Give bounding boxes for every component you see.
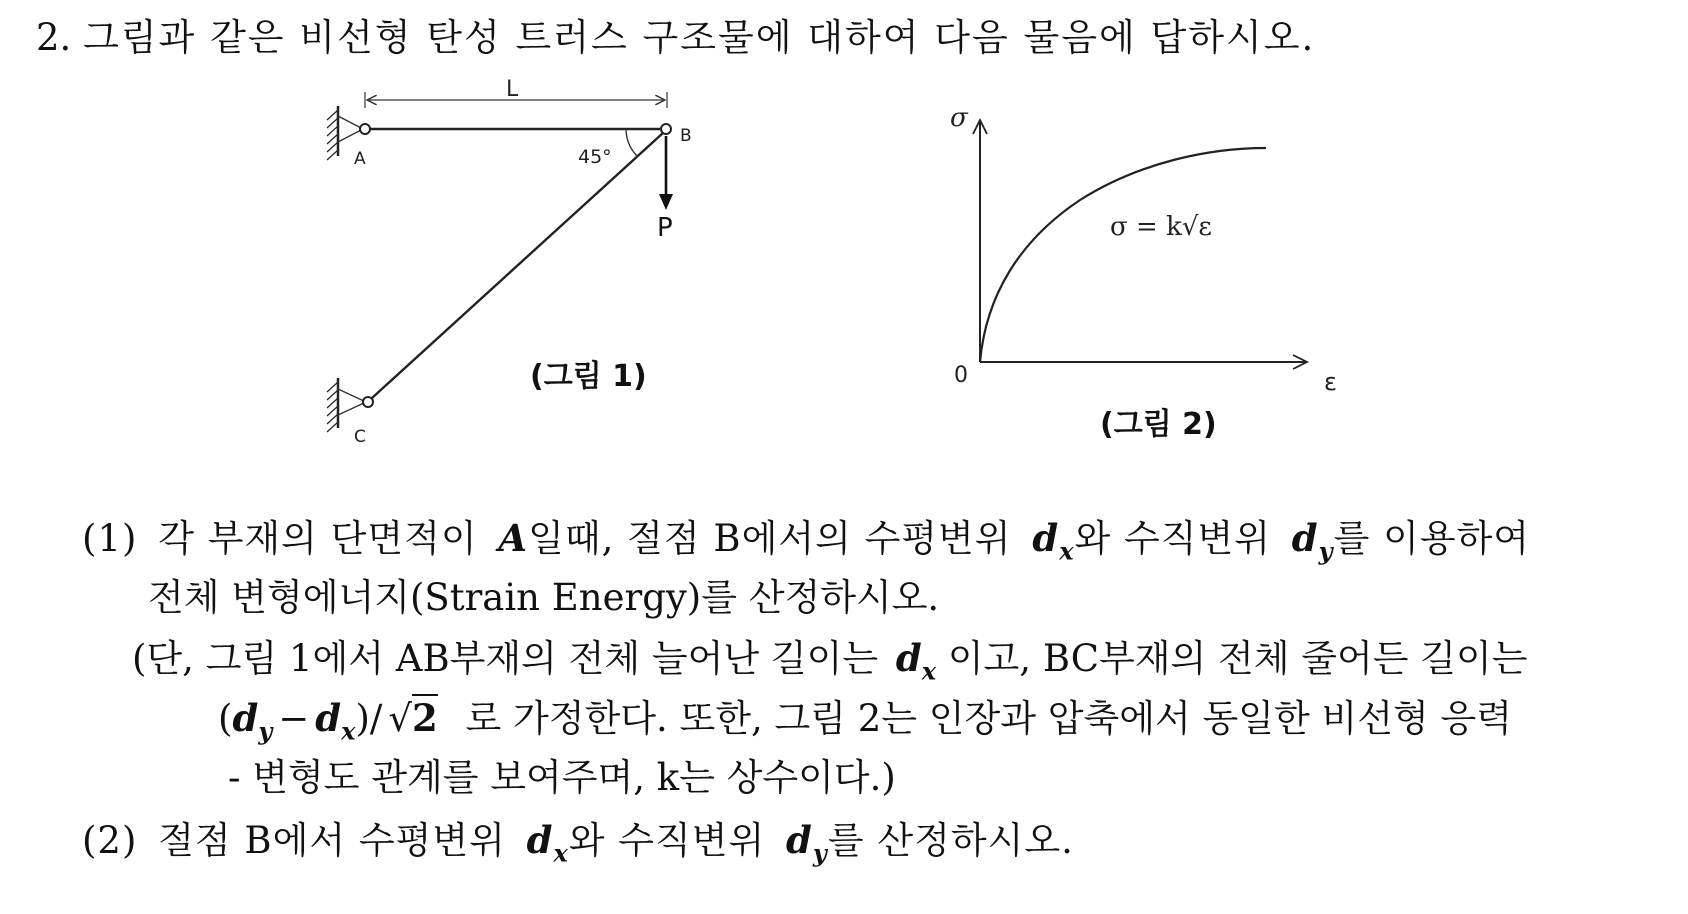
part-1-text-line2: 전체 변형에너지(Strain Energy)를 산정하시오. — [148, 576, 940, 619]
joint-b — [661, 124, 671, 134]
expr-dx-sub: x — [341, 716, 356, 746]
span-label: L — [506, 77, 519, 102]
part-1-note-line-1 — [132, 636, 1527, 693]
note-text-d: - 변형도 관계를 보여주며, k는 상수이다.) — [228, 756, 896, 799]
part-2-var-dy-sub: y — [812, 838, 828, 868]
part-2-var-dy: d — [786, 818, 813, 862]
origin-label: 0 — [954, 363, 968, 388]
node-c-label: C — [354, 427, 366, 447]
expr-close: )/ — [355, 697, 383, 740]
expr-dy-sub: y — [258, 716, 273, 746]
figure-1-truss — [318, 62, 738, 462]
note-text-c: 로 가정한다. 또한, 그림 2는 인장과 압축에서 동일한 비선형 응력 — [465, 697, 1512, 740]
var-dy-sub: y — [1318, 536, 1334, 566]
part-2-var-dx: d — [526, 818, 554, 862]
joint-a — [360, 124, 370, 134]
var-dx-sub: x — [1059, 536, 1075, 566]
angle-label: 45° — [578, 146, 612, 168]
part-2-number: (2) — [82, 819, 138, 862]
figure-2-stress-strain — [930, 90, 1360, 470]
expr-sqrt: √ — [388, 697, 412, 740]
pin-support-c — [327, 378, 366, 432]
part-1-note-line-3 — [228, 756, 896, 800]
part-1-text-a: 각 부재의 단면적이 — [158, 517, 478, 560]
part-1-number: (1) — [82, 517, 138, 560]
expr-two: 2 — [411, 696, 438, 740]
part-2-line — [82, 818, 1074, 875]
node-b-label: B — [680, 126, 692, 146]
part-2-var-dx-sub: x — [553, 838, 569, 868]
figure-2-caption: (그림 2) — [1100, 407, 1217, 442]
question-stem — [36, 16, 1315, 60]
note-var-dx: d — [895, 636, 922, 680]
question-number: 2. — [36, 16, 72, 59]
part-1-text-c: 와 수직변위 — [1074, 517, 1271, 560]
part-1-note-line-2 — [218, 696, 1512, 753]
expr-open: ( — [218, 697, 233, 740]
x-axis-label: ε — [1324, 368, 1337, 396]
part-2-text-b: 와 수직변위 — [568, 819, 766, 862]
part-2-text-a: 절점 B에서 수평변위 — [158, 819, 506, 862]
part-1-text-d: 를 이용하여 — [1333, 517, 1531, 560]
note-text-a: (단, 그림 1에서 AB부재의 전체 늘어난 길이는 — [132, 637, 879, 680]
note-var-dx-sub: x — [921, 656, 937, 686]
load-label: P — [657, 213, 673, 243]
stress-strain-curve — [980, 148, 1266, 362]
expr-minus: − — [278, 697, 310, 740]
curve-equation: σ = k√ε — [1110, 212, 1212, 242]
note-text-b: 이고, BC부재의 전체 줄어든 길이는 — [947, 637, 1528, 680]
part-2-text-c: 를 산정하시오. — [827, 819, 1074, 862]
var-dy: d — [1291, 516, 1319, 560]
y-axis-label: σ — [950, 103, 968, 133]
part-1-line-2 — [148, 576, 939, 620]
angle-arc — [626, 129, 638, 157]
figure-1-caption: (그림 1) — [530, 359, 647, 394]
expr-dx: d — [315, 696, 342, 740]
question-text: 그림과 같은 비선형 탄성 트러스 구조물에 대하여 다음 물음에 답하시오. — [83, 16, 1316, 59]
node-a-label: A — [354, 149, 366, 169]
joint-c — [363, 397, 373, 407]
load-arrowhead — [659, 194, 673, 210]
part-1-text-b: 일때, 절점 B에서의 수평변위 — [528, 517, 1012, 560]
part-1-line-1 — [82, 516, 1530, 573]
var-dx: d — [1032, 516, 1060, 560]
expr-dy: d — [232, 696, 259, 740]
var-area: A — [498, 516, 529, 560]
